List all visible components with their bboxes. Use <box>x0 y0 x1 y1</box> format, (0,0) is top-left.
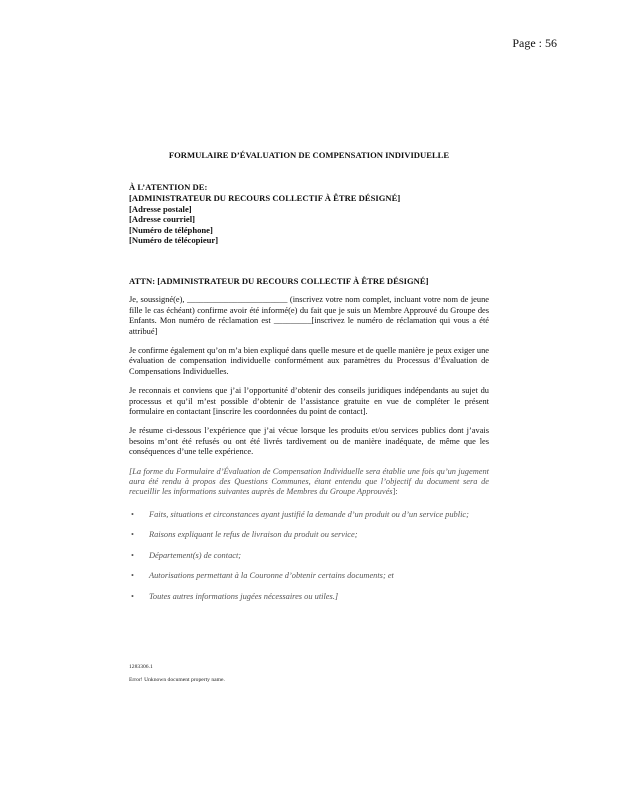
list-item-text: Raisons expliquant le refus de livraison du produit ou service; <box>149 530 358 540</box>
address-line: [Numéro de téléphone] <box>129 224 213 235</box>
bullet-icon: • <box>131 571 134 581</box>
document-body <box>129 150 489 612</box>
paragraph-legal-advice: Je reconnais et conviens que j’ai l’opportunité d’obtenir des conseils juridiques indépendants au sujet du processus et qu’il m’est possible d’obtenir de l’assistance gratuite en vue de compléter le présent formulaire en contactant [inscrire les coordonnées du point de contact]. <box>129 386 489 417</box>
list-item-text: Département(s) de contact; <box>149 550 242 560</box>
document-title: FORMULAIRE D’ÉVALUATION DE COMPENSATION INDIVIDUELLE <box>168 150 450 160</box>
bullet-icon: • <box>131 550 134 560</box>
paragraph-experience: Je résume ci-dessous l’expérience que j’ai vécue lorsque les produits et/ou services publics dont j’avais besoins m’ont été refusés ou ont été livrés tardivement ou de manière inadéquate, de même que les conséquences d’une telle expérience. <box>129 426 489 457</box>
list-item <box>129 530 489 540</box>
list-item <box>129 551 489 561</box>
footer-doc-id: 1283306.1 <box>129 664 153 670</box>
address-line: [Numéro de télécopieur] <box>129 235 219 246</box>
bullet-list <box>129 510 489 602</box>
list-item <box>129 510 489 520</box>
instruction-paragraph <box>129 467 489 498</box>
address-line: [Adresse postale] <box>129 203 192 214</box>
paragraph-confirmation: Je confirme également qu’on m’a bien expliqué dans quelle mesure et de quelle manière je peux exiger une évaluation de compensation individuelle conformément aux paramètres du Processus d’Évaluation de Compensations Individuelles. <box>129 346 489 376</box>
address-line: [ADMINISTRATEUR DU RECOURS COLLECTIF À ÊTRE DÉSIGNÉ] <box>129 193 401 203</box>
instruction-tail: ]: <box>392 487 398 497</box>
footer-error-text: Error! Unknown document property name. <box>129 677 225 683</box>
page-number: Page : 56 <box>512 36 557 50</box>
list-item-text: Faits, situations et circonstances ayant justifié la demande d’un produit ou d’un service public; <box>149 509 469 519</box>
list-item <box>129 592 489 602</box>
bullet-icon: • <box>131 591 134 601</box>
bullet-icon: • <box>131 530 134 540</box>
address-block <box>129 182 489 246</box>
instruction-text: [La forme du Formulaire d’Évaluation de Compensation Individuelle sera établie une fois qu’un jugement aura été rendu à propos des Questions Communes, étant entendu que l’objectif du document sera de recueillir les informations suivantes auprès de Membres du Groupe Approuvés <box>129 466 489 497</box>
address-line: À L’ATENTION DE: <box>129 182 208 193</box>
address-line: [Adresse courriel] <box>129 214 195 225</box>
list-item <box>129 571 489 581</box>
paragraph-identity: Je, soussigné(e), ________________________ (inscrivez votre nom complet, incluant votre nom de jeune fille le cas échéant) confirme avoir été informé(e) du fait que je suis un Membre Approuvé du Groupe des Enfants. Mon numéro de réclamation est _________[inscrivez le numéro de réclamation qui vous a été attribué] <box>129 295 489 336</box>
list-item-text: Autorisations permettant à la Couronne d’obtenir certains documents; et <box>149 571 394 581</box>
bullet-icon: • <box>131 509 134 519</box>
attn-line: ATTN: [ADMINISTRATEUR DU RECOURS COLLECTIF À ÊTRE DÉSIGNÉ] <box>129 275 429 286</box>
list-item-text: Toutes autres informations jugées nécessaires ou utiles.] <box>149 591 339 601</box>
